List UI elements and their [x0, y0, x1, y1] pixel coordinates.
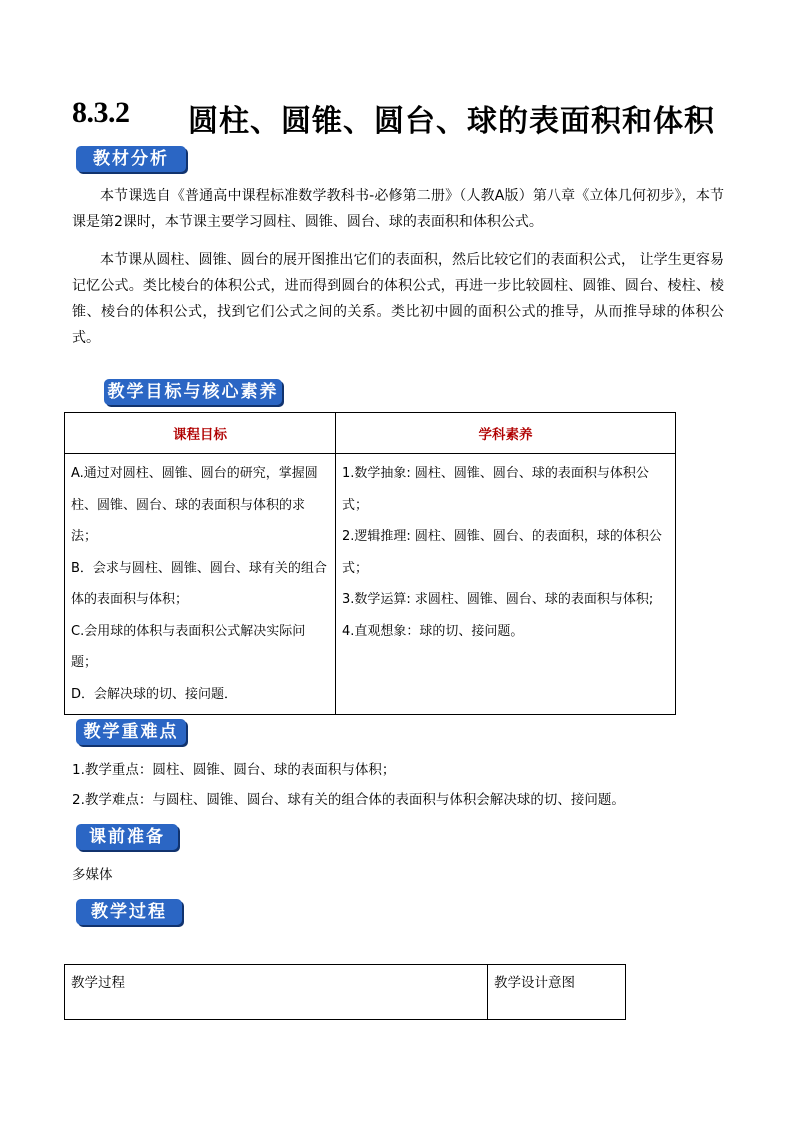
design-intent-header: 教学设计意图 [488, 965, 626, 1020]
literacy-header: 学科素养 [336, 413, 676, 454]
badge-process: 教学过程 [76, 899, 182, 925]
course-goals-cell [65, 454, 336, 715]
course-goal-item: D．会解决球的切、接问题． [71, 686, 238, 702]
literacy-item: 1.数学抽象: 圆柱、圆锥、圆台、球的表面积与体积公式； [342, 466, 649, 513]
goals-table [64, 412, 676, 715]
prep-text: 多媒体 [72, 867, 113, 883]
analysis-paragraph-1: 本节课选自《普通高中课程标准数学教科书-必修第二册》（人教A版）第八章《立体几何初步》，本节课是第2课时，本节课主要学习圆柱、圆锥、圆台、球的表面积和体积公式。 [72, 188, 724, 230]
keypoint-item: 2.教学难点：与圆柱、圆锥、圆台、球有关的组合体的表面积与体积会解决球的切、接问题。 [72, 792, 625, 808]
title-text: 圆柱、圆锥、圆台、球的表面积和体积 [188, 104, 715, 139]
literacy-cell [336, 454, 676, 715]
process-table [64, 964, 626, 1020]
process-header: 教学过程 [65, 965, 488, 1020]
section-number: 8.3.2 [72, 96, 130, 129]
course-goals-header: 课程目标 [65, 413, 336, 454]
course-goal-item: B．会求与圆柱、圆锥、圆台、球有关的组合体的表面积与体积； [71, 560, 327, 607]
badge-keypoints: 教学重难点 [76, 719, 186, 745]
badge-goals: 教学目标与核心素养 [104, 379, 282, 405]
page-title [72, 96, 732, 139]
literacy-item: 2.逻辑推理: 圆柱、圆锥、圆台、的表面积，球的体积公式； [342, 529, 662, 576]
keypoint-item: 1.教学重点：圆柱、圆锥、圆台、球的表面积与体积； [72, 762, 396, 778]
analysis-paragraph-2: 本节课从圆柱、圆锥、圆台的展开图推出它们的表面积，然后比较它们的表面积公式， 让学生更容易记忆公式。类比棱台的体积公式，进而得到圆台的体积公式，再进一步比较圆柱、圆锥、圆台、棱柱、棱锥、棱台的体积公式，找到它们公式之间的关系。类比初中圆的面积公式的推导，从而推导球的体积公式。 [72, 252, 724, 346]
course-goal-item: A.通过对圆柱、圆锥、圆台的研究，掌握圆柱、圆锥、圆台、球的表面积与体积的求法； [71, 466, 318, 544]
badge-analysis: 教材分析 [76, 146, 186, 172]
literacy-item: 4.直观想象：球的切、接问题。 [342, 623, 524, 639]
literacy-item: 3.数学运算: 求圆柱、圆锥、圆台、球的表面积与体积; [342, 592, 654, 607]
course-goal-item: C.会用球的体积与表面积公式解决实际问题； [71, 623, 306, 670]
badge-prep: 课前准备 [76, 824, 178, 850]
